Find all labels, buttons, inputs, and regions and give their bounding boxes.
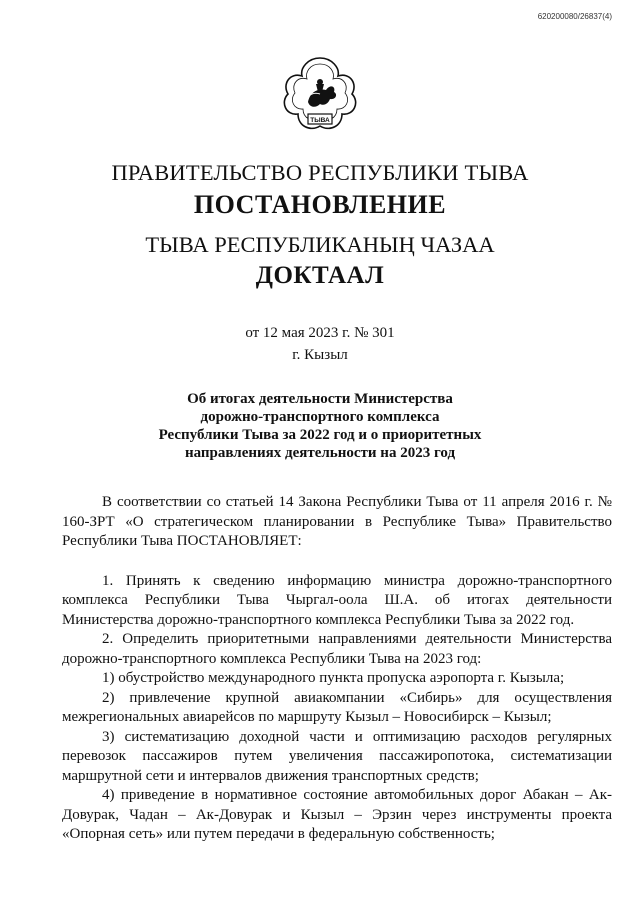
list-item: 2) привлечение крупной авиакомпании «Сибирь» для осуществления межрегиональных авиарейсов по маршруту Кызыл – Новосибирск – Кызыл;: [62, 689, 612, 725]
subject-line: Об итогах деятельности Министерства: [187, 391, 453, 407]
decree-title-ru: ПОСТАНОВЛЕНИЕ: [193, 190, 447, 219]
decree-body: [62, 493, 612, 845]
decree-date: от 12 мая 2023 г. № 301: [245, 325, 395, 341]
document-number: 620200080/26837(4): [537, 12, 612, 21]
body-paragraph: 2. Определить приоритетными направлениями деятельности Министерства дорожно-транспортного комплекса Республики Тыва на 2023 год:: [62, 631, 612, 667]
decree-title-tyv: ДОКТААЛ: [255, 262, 385, 289]
list-item: 1) обустройство международного пункта пропуска аэропорта г. Кызыла;: [102, 670, 565, 686]
body-paragraph: 1. Принять к сведению информацию министра дорожно-транспортного комплекса Республики Тыва Чыргал-оола Ш.А. об итогах деятельности Министерства дорожно-транспортного комплекса Республики Тыва за 2022 год.: [62, 572, 612, 628]
subject-line: направлениях деятельности на 2023 год: [184, 445, 456, 461]
government-name-tyv: ТЫВА РЕСПУБЛИКАНЫҢ ЧАЗАА: [145, 232, 495, 257]
decree-subject: [0, 390, 640, 462]
preamble-paragraph: В соответствии со статьей 14 Закона Республики Тыва от 11 апреля 2016 г. № 160-ЗРТ «О стратегическом планировании в Республике Тыва» Правительство Республики Тыва ПОСТАНОВЛЯЕТ:: [62, 494, 612, 549]
decree-city: г. Кызыл: [292, 347, 348, 363]
emblem-label: ТЫВА: [310, 117, 330, 124]
tuva-coat-of-arms-icon: [280, 52, 360, 148]
government-name-ru: ПРАВИТЕЛЬСТВО РЕСПУБЛИКИ ТЫВА: [111, 160, 529, 185]
list-item: 3) систематизацию доходной части и оптимизацию расходов регулярных перевозок пассажиров путем увеличения пассажиропотока, систематизации маршрутной сети и интервалов движения транспортных средств;: [62, 728, 612, 784]
subject-line: дорожно-транспортного комплекса: [200, 409, 440, 425]
subject-line: Республики Тыва за 2022 год и о приоритетных: [158, 427, 482, 443]
list-item: 4) приведение в нормативное состояние автомобильных дорог Абакан – Ак-Довурак, Чадан – Ак-Довурак и Кызыл – Эрзин через инструменты проекта «Опорная сеть» или путем передачи в федеральную собственность;: [62, 787, 612, 842]
